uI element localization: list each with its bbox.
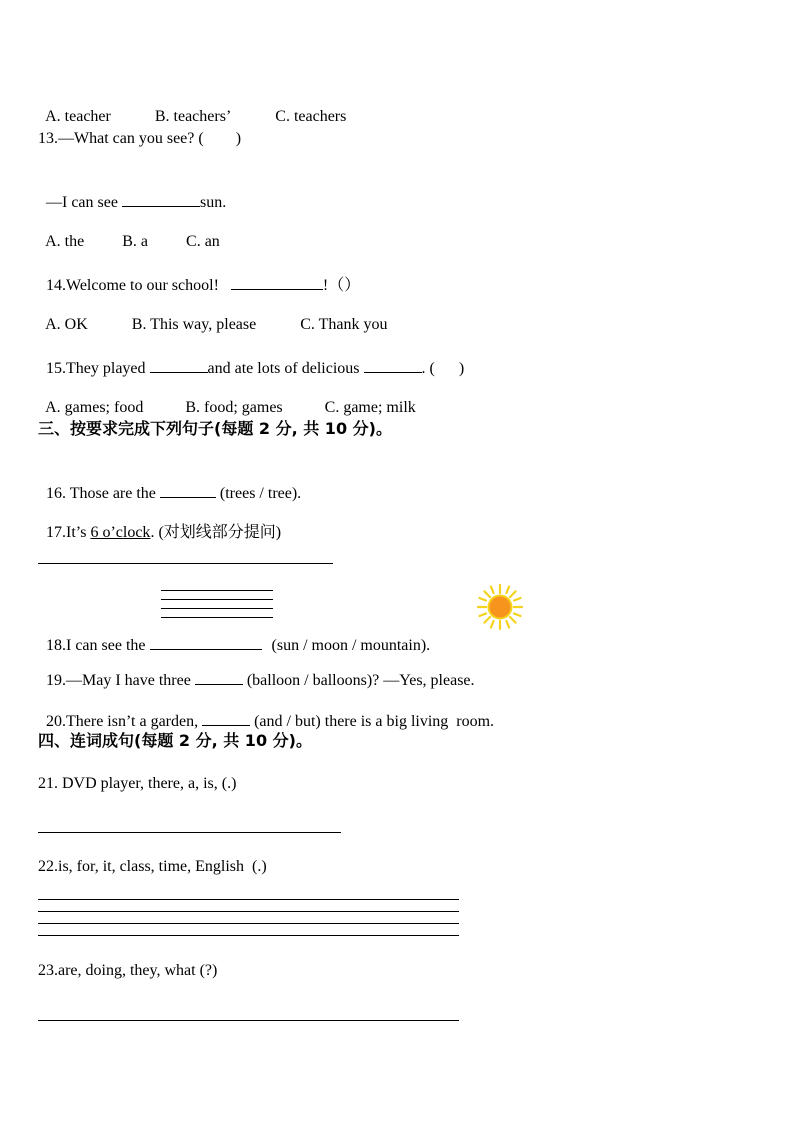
q15-option-b: B. food; games <box>185 399 283 416</box>
q16-blank[interactable] <box>160 482 216 498</box>
q22-answer-line-2 <box>38 911 459 912</box>
q21-answer-line[interactable] <box>38 832 341 833</box>
q13-options <box>38 212 220 252</box>
q20-blank[interactable] <box>202 710 250 726</box>
section-3-heading: 三、按要求完成下列句子(每题 2 分, 共 10 分)。 <box>38 419 392 438</box>
q17-underlined-phrase: 6 o’clock <box>90 524 151 541</box>
q14-prompt: 14.Welcome to our school! !（） <box>38 254 360 296</box>
q21-prompt: 21. DVD player, there, a, is, (.) <box>38 775 237 792</box>
q12-option-c: C. teachers <box>275 108 347 125</box>
q15-option-a: A. games; food <box>45 399 144 416</box>
q12-option-b: B. teachers’ <box>154 108 232 125</box>
q22-prompt: 22.is, for, it, class, time, English (.) <box>38 858 267 875</box>
q22-answer-line-4 <box>38 935 459 936</box>
q14-options <box>38 295 387 335</box>
q12-options <box>38 87 346 127</box>
q13-option-c: C. an <box>186 233 220 250</box>
q18-blank[interactable] <box>150 634 262 650</box>
q12-option-a: A. teacher <box>45 108 111 125</box>
q15-options <box>38 378 416 418</box>
q14-blank[interactable] <box>231 274 323 290</box>
q13-option-a: A. the <box>45 233 85 250</box>
q13-prompt: 13.—What can you see? ( ) <box>38 130 242 147</box>
q15-blank-2[interactable] <box>364 357 422 373</box>
q15-prompt: 15.They played and ate lots of delicious . ( ) <box>38 337 464 379</box>
q17-answer-line[interactable] <box>38 563 333 564</box>
q15-option-c: C. game; milk <box>324 399 416 416</box>
q14-option-a: A. OK <box>45 316 88 333</box>
q22-answer-line-1[interactable] <box>38 899 459 900</box>
q20-prompt: 20.There isn’t a garden, (and / but) there is a big living room. <box>38 690 494 732</box>
q16-prompt: 16. Those are the (trees / tree). <box>38 462 301 504</box>
q14-option-c: C. Thank you <box>300 316 388 333</box>
q14-option-b: B. This way, please <box>131 316 257 333</box>
q19-blank[interactable] <box>195 669 243 685</box>
q23-answer-line[interactable] <box>38 1020 459 1021</box>
q17-prompt: 17.It’s 6 o’clock. (对划线部分提问) <box>46 524 282 541</box>
q23-prompt: 23.are, doing, they, what (?) <box>38 962 218 979</box>
q19-prompt: 19.—May I have three (balloon / balloons)? —Yes, please. <box>38 649 475 691</box>
sun-icon <box>476 583 524 631</box>
q15-blank-1[interactable] <box>150 357 208 373</box>
q13-blank[interactable] <box>122 191 200 207</box>
q13-answer: —I can see sun. <box>38 171 226 213</box>
q22-answer-line-3 <box>38 923 459 924</box>
q13-option-b: B. a <box>122 233 149 250</box>
section-4-heading: 四、连词成句(每题 2 分, 共 10 分)。 <box>38 731 312 750</box>
q18-prompt: 18.I can see the (sun / moon / mountain). <box>38 614 430 656</box>
